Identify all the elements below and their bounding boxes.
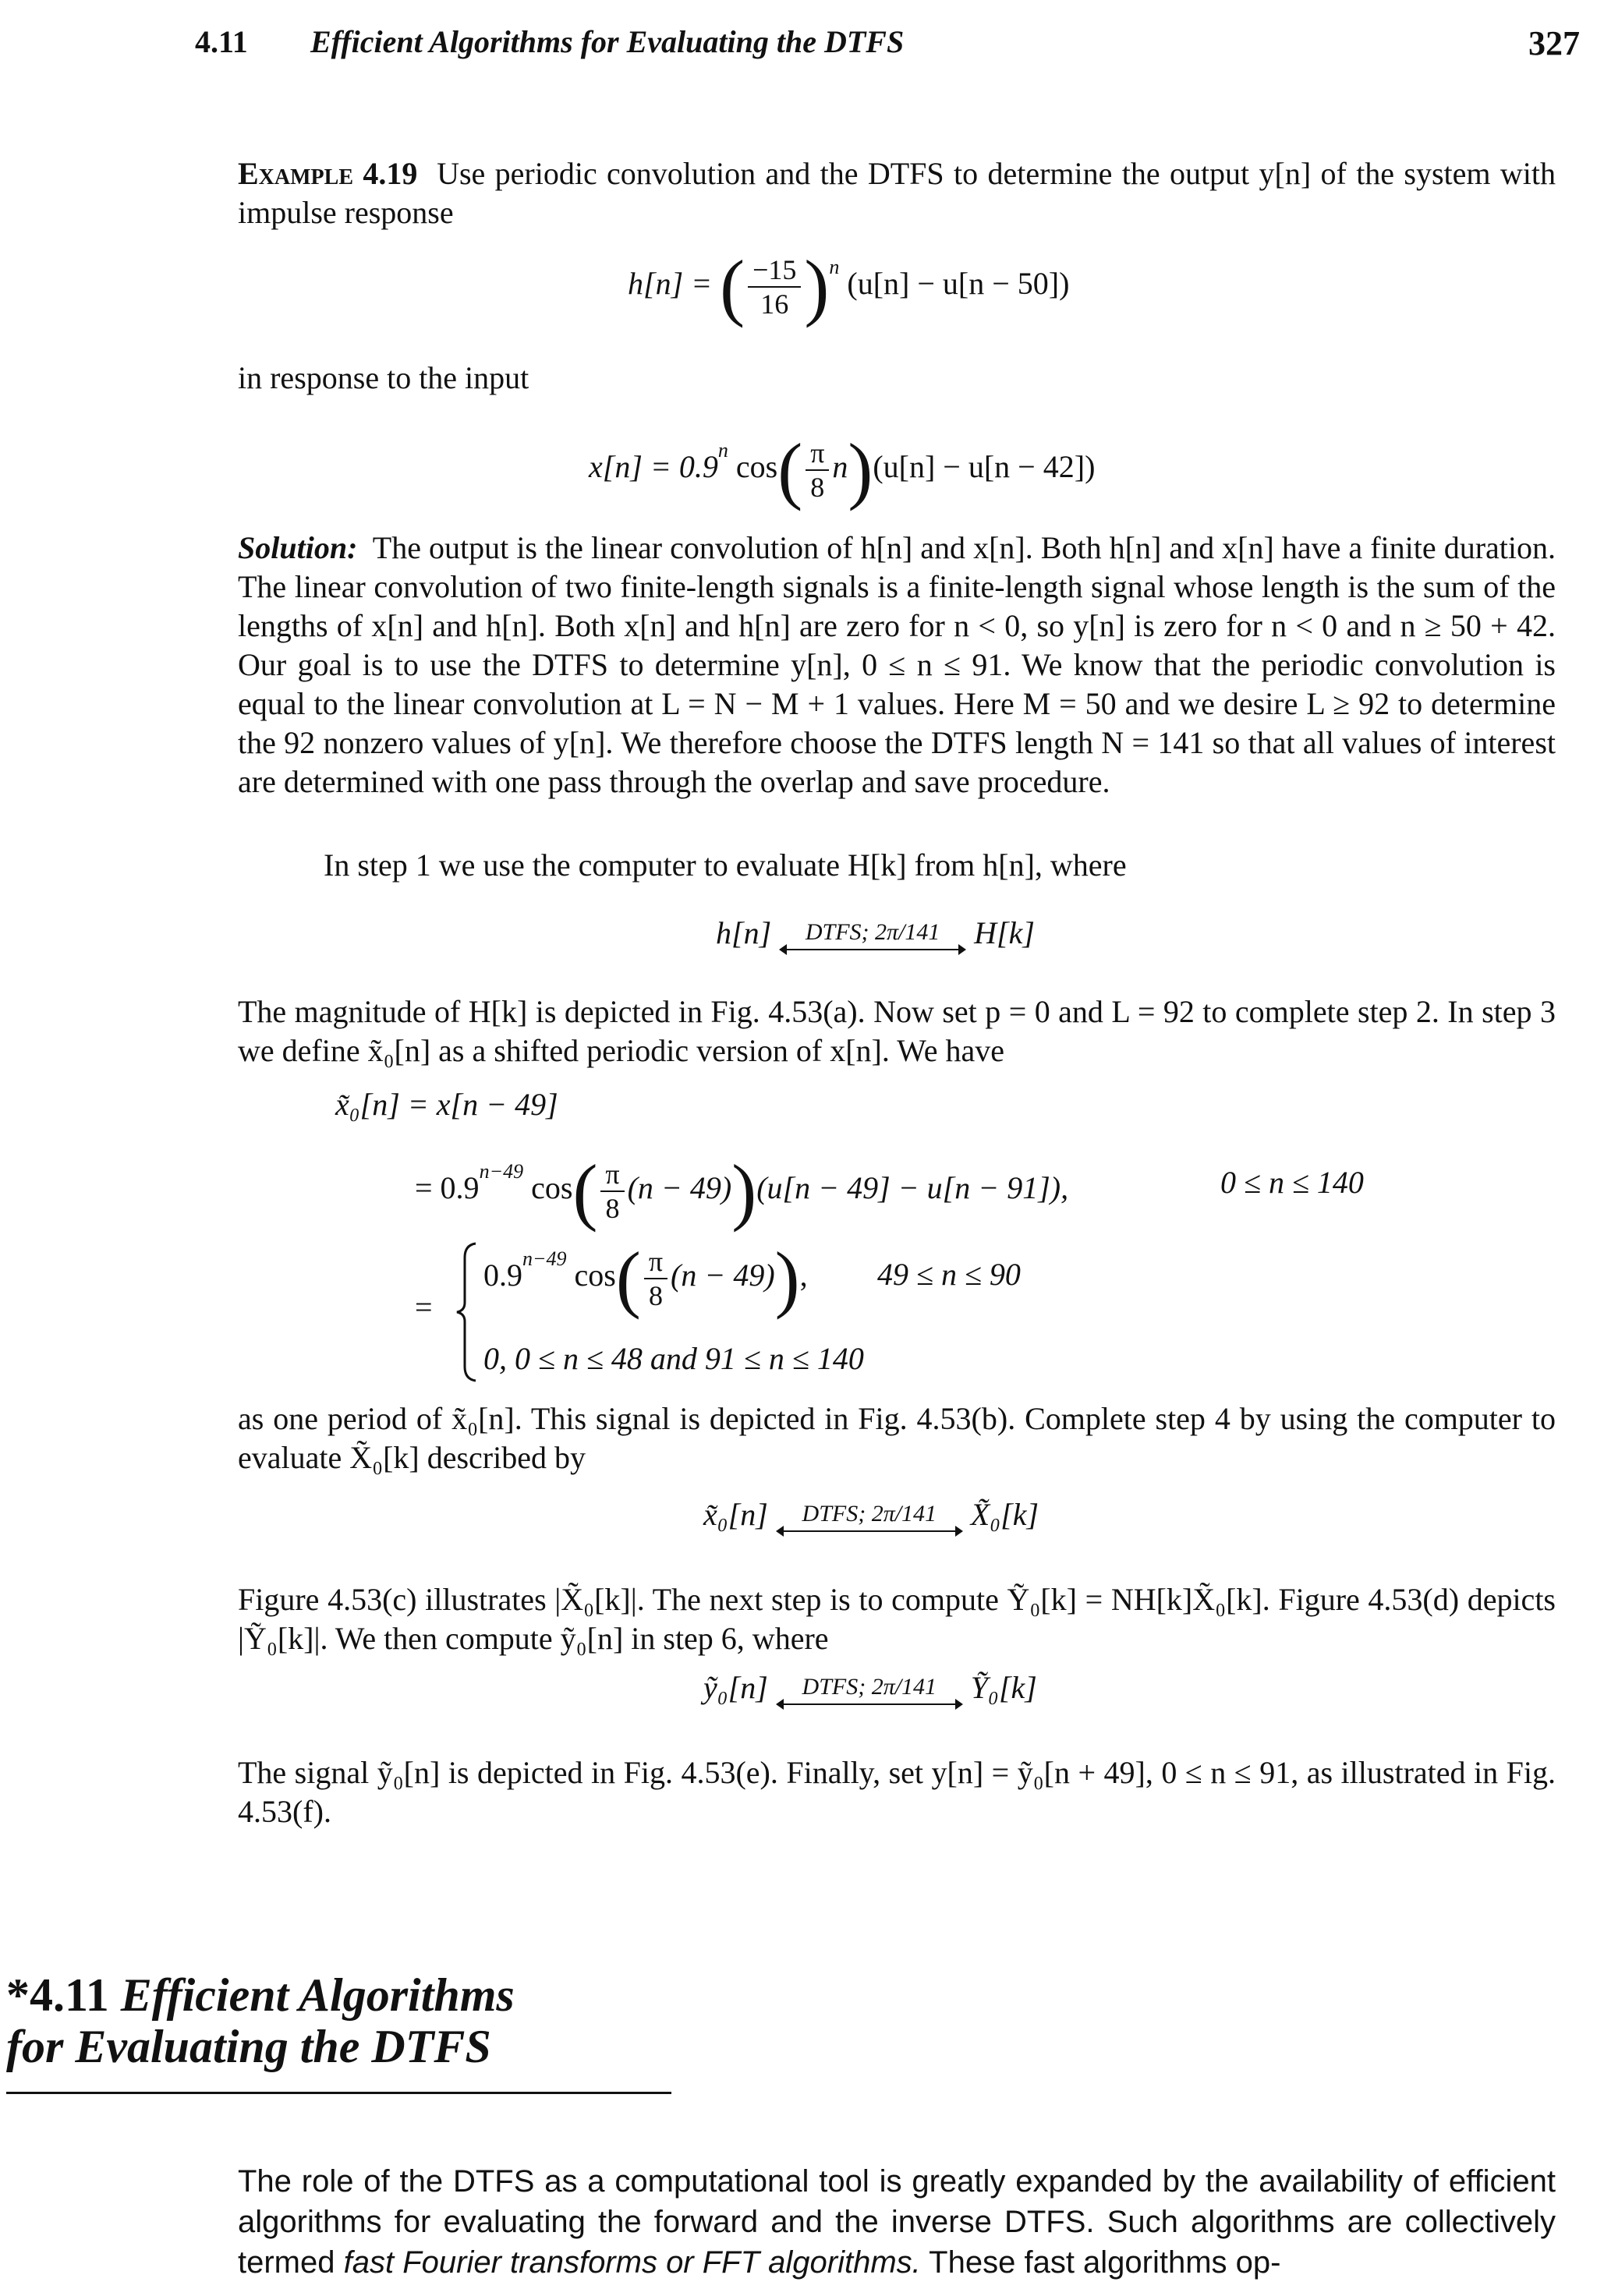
fraction-numerator: π: [600, 1158, 624, 1192]
comma: ,: [799, 1258, 808, 1293]
cos-argument: (n − 49): [627, 1170, 732, 1205]
pair-left: h[n]: [716, 915, 772, 950]
section-rule: [6, 2092, 671, 2094]
piecewise-case-1: [483, 1236, 808, 1320]
fraction-denominator: 8: [648, 1279, 663, 1311]
body-text-end: These fast algorithms op-: [929, 2245, 1281, 2280]
fraction: [644, 1245, 667, 1312]
example-intro: Use periodic convolution and the DTFS to determine the output y[n] of the system with impulse response: [238, 156, 1556, 230]
solution-text: The output is the linear convolution of h[n] and x[n]. Both h[n] and x[n] have a finite duration. The linear convolution of two finite-length signals is a finite-length signal whose length is the sum of the lengths of x[n] and h[n]. Both x[n] and h[n] are zero for n < 0, so y[n] is zero for n < 0 and n ≥ 50 + 42. Our goal is to use the DTFS to determine y[n], 0 ≤ n ≤ 91. We know that the periodic convolution is equal to the linear convolution at L = N − M + 1 values. Here M = 50 and we desire L ≥ 92 to determine the 92 nonzero values of y[n]. We therefore choose the DTFS length N = 141 so that all values of interest are determined with one pass through the overlap and save procedure.: [238, 530, 1556, 799]
body-text-italic: fast Fourier transforms or FFT algorithms.: [343, 2245, 921, 2280]
fraction: [806, 437, 829, 504]
example-label: Example 4.19: [238, 156, 418, 191]
step-1-paragraph: In step 1 we use the computer to evaluate H[k] from h[n], where: [324, 847, 1127, 883]
step-2-paragraph: The magnitude of H[k] is depicted in Fig. 4.53(a). Now set p = 0 and L = 92 to complete step 2. In step 3 we define x̃₀[n] as a shifted periodic version of x[n]. We have: [238, 994, 1556, 1068]
double-arrow: [776, 1501, 963, 1535]
double-arrow: [779, 919, 966, 953]
transform-pair-2: [703, 1495, 1039, 1535]
pair-right: X̃₀[k]: [970, 1497, 1039, 1532]
impulse-response-equation: [628, 244, 1070, 328]
section-heading-line-1: [6, 1969, 677, 2021]
fraction: [748, 253, 801, 320]
optional-section-star: *: [6, 1969, 30, 2021]
fraction-numerator: π: [806, 437, 829, 471]
pair-left: ỹ₀[n]: [703, 1670, 768, 1705]
left-paren: (: [615, 1236, 641, 1320]
pair-right: Ỹ₀[k]: [970, 1670, 1037, 1705]
fraction-denominator: 8: [605, 1192, 620, 1224]
example-statement: [238, 154, 1556, 232]
left-paren: (: [572, 1148, 598, 1233]
shift-expression-line: [415, 1148, 1069, 1233]
left-paren: (: [777, 427, 803, 511]
header-section-number: 4.11: [195, 24, 248, 59]
page-number: 327: [1528, 24, 1580, 62]
pair-label: DTFS; 2π/141: [805, 918, 940, 945]
double-arrow: [776, 1674, 963, 1708]
body-text-start: The role of the DTFS as a computational tool is greatly expanded by the availability of efficient algorithms for evaluating the forward and the inverse DTFS. Such algorithms are collectively termed: [238, 2164, 1556, 2280]
exponent: n−49: [522, 1247, 567, 1270]
transform-pair-1: [716, 914, 1035, 953]
exponent: n: [829, 256, 840, 278]
section-title-line-2: for Evaluating the DTFS: [6, 2021, 491, 2072]
final-paragraph: The signal ỹ₀[n] is depicted in Fig. 4.53(e). Finally, set y[n] = ỹ₀[n + 49], 0 ≤ n ≤ 91, as illustrated in Fig. 4.53(f).: [238, 1755, 1556, 1829]
step-term: (u[n − 49] − u[n − 91]),: [756, 1170, 1069, 1205]
header-section-title: Efficient Algorithms for Evaluating the DTFS: [310, 24, 905, 59]
pair-label: DTFS; 2π/141: [802, 1500, 937, 1527]
piecewise-equals: =: [415, 1290, 433, 1325]
exponent: n−49: [479, 1160, 524, 1183]
input-equation: [589, 427, 1096, 511]
cos-function: cos: [574, 1258, 616, 1293]
arrow-line: [781, 1703, 958, 1705]
left-brace: [455, 1242, 479, 1382]
section-body: [238, 2161, 1556, 2283]
eq-h-lhs: h[n] =: [628, 266, 713, 301]
right-paren: ): [774, 1236, 800, 1320]
cos-function: cos: [735, 449, 778, 484]
eq-x-rhs: (u[n] − u[n − 42]): [873, 449, 1096, 484]
solution-paragraph: [238, 529, 1556, 801]
step-3-paragraph: as one period of x̃₀[n]. This signal is depicted in Fig. 4.53(b). Complete step 4 by using the computer to evaluate X̃₀[k] described by: [238, 1401, 1556, 1475]
right-paren: ): [731, 1148, 757, 1233]
running-header: [195, 23, 1580, 70]
fraction-numerator: π: [644, 1245, 667, 1279]
cos-argument: (n − 49): [671, 1258, 775, 1293]
fraction-numerator: −15: [748, 253, 801, 288]
pair-label: DTFS; 2π/141: [802, 1673, 937, 1700]
solution-label: Solution:: [238, 530, 358, 565]
shift-range: 0 ≤ n ≤ 140: [1220, 1165, 1364, 1200]
fraction-denominator: 8: [810, 471, 825, 503]
case-1-range: 49 ≤ n ≤ 90: [877, 1257, 1021, 1292]
section-heading: [6, 1969, 677, 2072]
eq-h-rhs: (u[n] − u[n − 50]): [847, 266, 1070, 301]
pair-right: H[k]: [974, 915, 1035, 950]
transform-pair-3: [703, 1668, 1037, 1708]
arrow-line: [781, 1530, 958, 1532]
fraction: [600, 1158, 624, 1225]
input-intro: in response to the input: [238, 360, 529, 395]
eq-x-lhs: x[n] = 0.9: [589, 449, 718, 484]
right-paren: ): [848, 427, 873, 511]
piecewise-case-2: 0, 0 ≤ n ≤ 48 and 91 ≤ n ≤ 140: [483, 1341, 864, 1376]
section-title-line-1: Efficient Algorithms: [120, 1969, 515, 2021]
exponent: n: [717, 439, 728, 462]
section-number: 4.11: [30, 1969, 109, 2021]
step-5-paragraph: Figure 4.53(c) illustrates |X̃₀[k]|. The next step is to compute Ỹ₀[k] = NH[k]X̃₀[k]. Figure 4.53(d) depicts |Ỹ₀[k]|. We then compute ỹ₀[n] in step 6, where: [238, 1582, 1556, 1656]
cos-function: cos: [531, 1170, 573, 1205]
pair-left: x̃₀[n]: [703, 1497, 768, 1532]
fraction-denominator: 16: [760, 288, 789, 320]
shift-definition-line: x̃₀[n] = x[n − 49]: [335, 1087, 558, 1122]
coef: = 0.9: [415, 1170, 480, 1205]
coef: 0.9: [483, 1258, 522, 1293]
cos-argument: n: [832, 449, 848, 484]
arrow-line: [784, 949, 961, 950]
left-paren: (: [720, 244, 745, 328]
right-paren: ): [804, 244, 830, 328]
